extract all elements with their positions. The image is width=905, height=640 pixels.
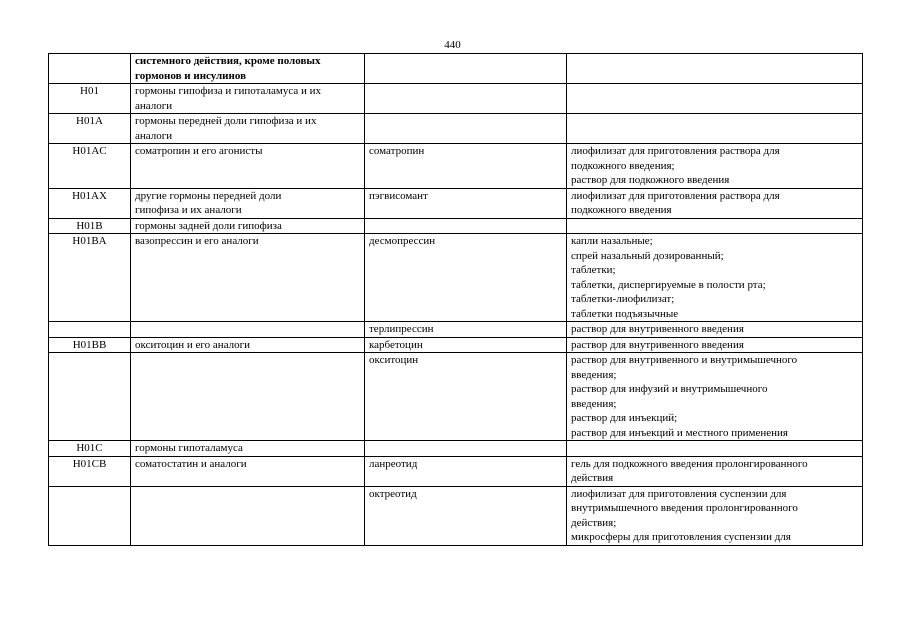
anatomical-group-cell — [131, 188, 365, 218]
dosage-form-line: действия; — [571, 516, 617, 529]
substance-cell — [365, 84, 567, 114]
substance-cell: пэгвисомант — [365, 188, 567, 218]
anatomical-group-cell — [131, 337, 365, 353]
dosage-form-line: введения; — [571, 368, 617, 381]
group-line: вазопрессин и его аналоги — [135, 235, 259, 247]
atc-code-cell: H01BB — [49, 337, 131, 353]
dosage-forms-cell — [567, 84, 863, 114]
group-line: соматостатин и аналоги — [135, 457, 247, 470]
anatomical-group-cell — [131, 114, 365, 144]
dosage-forms-cell — [567, 144, 863, 189]
dosage-form-line: лиофилизат для приготовления раствора для — [571, 145, 780, 157]
group-line: гипофиза и их аналоги — [135, 204, 242, 216]
dosage-forms-cell — [567, 218, 863, 234]
dosage-form-line: внутримышечного введения пролонгированного — [571, 502, 798, 514]
table-row — [49, 322, 863, 338]
dosage-forms-cell — [567, 54, 863, 84]
dosage-form-line: таблетки-лиофилизат; — [571, 293, 675, 305]
atc-code-cell — [49, 322, 131, 338]
table-row — [49, 218, 863, 234]
dosage-forms-cell — [567, 337, 863, 353]
anatomical-group-cell — [131, 456, 365, 486]
table-row — [49, 486, 863, 545]
table-body — [49, 54, 863, 546]
table-row — [49, 84, 863, 114]
table-row — [49, 353, 863, 441]
substance-cell: октреотид — [365, 486, 567, 545]
dosage-form-line: раствор для внутривенного и внутримышечного — [571, 354, 798, 366]
dosage-forms-cell — [567, 441, 863, 457]
atc-code-cell: H01C — [49, 441, 131, 457]
anatomical-group-cell — [131, 441, 365, 457]
group-line: окситоцин и его аналоги — [135, 338, 251, 351]
page-number: 440 — [444, 39, 461, 51]
group-line: аналоги — [135, 99, 173, 112]
dosage-form-line: раствор для инфузий и внутримышечного — [571, 383, 768, 395]
dosage-forms-cell — [567, 486, 863, 545]
substance-cell: ланреотид — [365, 456, 567, 486]
atc-code-cell: H01A — [49, 114, 131, 144]
atc-code-cell: H01CB — [49, 456, 131, 486]
group-line: гормоны передней доли гипофиза и их — [135, 115, 317, 127]
substance-cell: окситоцин — [365, 353, 567, 441]
anatomical-group-cell — [131, 84, 365, 114]
atc-code-cell: H01AC — [49, 144, 131, 189]
anatomical-group-cell — [131, 486, 365, 545]
group-line: гормоны задней доли гипофиза — [135, 219, 282, 232]
dosage-form-line: подкожного введения; — [571, 159, 675, 172]
dosage-form-line: введения; — [571, 397, 617, 410]
dosage-form-line: раствор для инъекций; — [571, 412, 678, 424]
dosage-forms-cell — [567, 188, 863, 218]
anatomical-group-cell — [131, 144, 365, 189]
atc-code-cell: H01BA — [49, 234, 131, 322]
anatomical-group-cell — [131, 353, 365, 441]
group-line: системного действия, кроме половых — [135, 55, 321, 67]
substance-cell: соматропин — [365, 144, 567, 189]
dosage-form-line: капли назальные; — [571, 235, 653, 247]
dosage-form-line: таблетки подъязычные — [571, 307, 679, 320]
dosage-form-line: лиофилизат для приготовления суспензии для — [571, 487, 787, 500]
group-line: гормоны гипофиза и гипоталамуса и их — [135, 85, 322, 97]
dosage-form-line: лиофилизат для приготовления раствора для — [571, 189, 780, 202]
dosage-form-line: таблетки; — [571, 264, 616, 276]
table-row — [49, 337, 863, 353]
anatomical-group-cell — [131, 234, 365, 322]
substance-cell: десмопрессин — [365, 234, 567, 322]
dosage-form-line: подкожного введения — [571, 204, 672, 216]
atc-code-cell — [49, 486, 131, 545]
group-line: гормонов и инсулинов — [135, 69, 247, 82]
atc-code-cell: H01B — [49, 218, 131, 234]
table-row — [49, 234, 863, 322]
substance-cell — [365, 54, 567, 84]
substance-cell — [365, 218, 567, 234]
table-row — [49, 188, 863, 218]
table-row — [49, 144, 863, 189]
group-line: другие гормоны передней доли — [135, 189, 282, 202]
atc-code-cell: H01 — [49, 84, 131, 114]
dosage-form-line: спрей назальный дозированный; — [571, 249, 724, 262]
group-line: аналоги — [135, 129, 173, 142]
group-line: соматропин и его агонисты — [135, 145, 263, 157]
table-row — [49, 114, 863, 144]
dosage-form-line: раствор для подкожного введения — [571, 174, 730, 186]
dosage-form-line: гель для подкожного введения пролонгированного — [571, 457, 808, 470]
atc-code-cell — [49, 353, 131, 441]
substance-cell: карбетоцин — [365, 337, 567, 353]
dosage-form-line: раствор для внутривенного введения — [571, 323, 744, 335]
anatomical-group-cell — [131, 218, 365, 234]
dosage-forms-cell — [567, 114, 863, 144]
anatomical-group-cell — [131, 54, 365, 84]
group-line: гормоны гипоталамуса — [135, 442, 243, 454]
dosage-form-line: микросферы для приготовления суспензии для — [571, 531, 791, 543]
dosage-form-line: раствор для инъекций и местного применения — [571, 426, 788, 439]
atc-drug-table — [48, 53, 863, 546]
table-row — [49, 456, 863, 486]
dosage-forms-cell — [567, 234, 863, 322]
dosage-form-line: таблетки, диспергируемые в полости рта; — [571, 278, 766, 291]
atc-code-cell — [49, 54, 131, 84]
atc-code-cell: H01AX — [49, 188, 131, 218]
table-row — [49, 441, 863, 457]
substance-cell — [365, 441, 567, 457]
dosage-forms-cell — [567, 353, 863, 441]
dosage-forms-cell — [567, 322, 863, 338]
anatomical-group-cell — [131, 322, 365, 338]
dosage-form-line: раствор для внутривенного введения — [571, 338, 744, 351]
substance-cell — [365, 114, 567, 144]
substance-cell: терлипрессин — [365, 322, 567, 338]
table-row — [49, 54, 863, 84]
dosage-forms-cell — [567, 456, 863, 486]
dosage-form-line: действия — [571, 472, 614, 484]
